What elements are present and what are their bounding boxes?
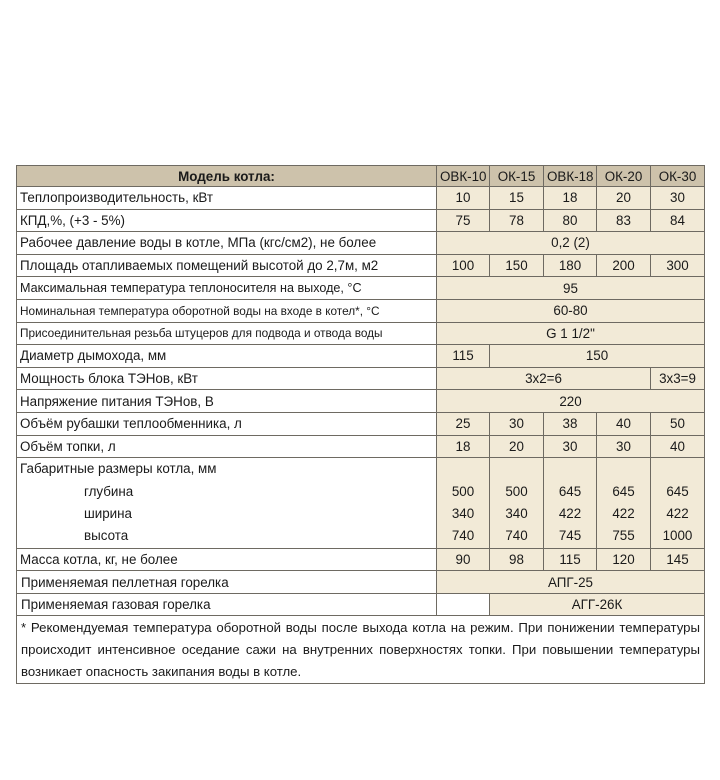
depth-label: глубина bbox=[84, 483, 134, 499]
value-cell: 50 bbox=[651, 412, 705, 435]
dimensions-cell bbox=[597, 458, 651, 549]
value-cell: 40 bbox=[597, 412, 651, 435]
gas-row bbox=[17, 593, 705, 616]
row-label: Диаметр дымохода, мм bbox=[17, 345, 437, 368]
pellet-row bbox=[17, 571, 705, 594]
row-label: Напряжение питания ТЭНов, В bbox=[17, 390, 437, 413]
value-cell: 220 bbox=[437, 390, 705, 413]
value-cell: 3х2=6 bbox=[437, 367, 651, 390]
area-row bbox=[17, 254, 705, 277]
empty-cell bbox=[437, 593, 490, 616]
row-label: Теплопроизводительность, кВт bbox=[17, 187, 437, 210]
value-cell: 30 bbox=[544, 435, 597, 458]
boiler-spec-table bbox=[16, 165, 705, 684]
value-cell: 100 bbox=[437, 254, 490, 277]
value-cell: 3х3=9 bbox=[651, 367, 705, 390]
value-cell: 150 bbox=[490, 345, 705, 368]
value-cell: 25 bbox=[437, 412, 490, 435]
value-cell: 90 bbox=[437, 548, 490, 571]
height-value: 1000 bbox=[662, 528, 693, 544]
width-value: 340 bbox=[451, 505, 475, 521]
chimney-row bbox=[17, 345, 705, 368]
value-cell: 30 bbox=[490, 412, 544, 435]
footnote: * Рекомендуемая температура оборотной воды после выхода котла на режим. При понижении температуры происходит интенсивное оседание сажи на внутренних поверхностях топки. При повышении температуры возникает опасность закипания воды в котле. bbox=[17, 616, 705, 684]
row-label: Габаритные размеры котла, мм bbox=[20, 461, 217, 477]
row-label: Номинальная температура оборотной воды на входе в котел*, °С bbox=[17, 299, 437, 322]
height-value: 740 bbox=[451, 528, 475, 544]
value-cell: 145 bbox=[651, 548, 705, 571]
model-header: ОК-30 bbox=[651, 166, 705, 187]
furnace-row bbox=[17, 435, 705, 458]
power-row bbox=[17, 187, 705, 210]
value-cell: 84 bbox=[651, 209, 705, 232]
dimensions-cell bbox=[437, 458, 490, 549]
dimensions-cell bbox=[651, 458, 705, 549]
value-cell: 30 bbox=[651, 187, 705, 210]
value-cell: 115 bbox=[437, 345, 490, 368]
voltage-row bbox=[17, 390, 705, 413]
thread-row bbox=[17, 322, 705, 345]
width-value: 340 bbox=[505, 505, 528, 521]
width-value: 422 bbox=[666, 505, 689, 521]
value-cell: АПГ-25 bbox=[437, 571, 705, 594]
value-cell: 15 bbox=[490, 187, 544, 210]
width-value: 422 bbox=[612, 505, 635, 521]
row-label: Объём топки, л bbox=[17, 435, 437, 458]
height-value: 745 bbox=[558, 528, 582, 544]
value-cell: 75 bbox=[437, 209, 490, 232]
value-cell: 98 bbox=[490, 548, 544, 571]
jacket-row bbox=[17, 412, 705, 435]
value-cell: 38 bbox=[544, 412, 597, 435]
heater-row bbox=[17, 367, 705, 390]
height-value: 755 bbox=[612, 528, 635, 544]
header-row bbox=[17, 166, 705, 187]
return-temp-row bbox=[17, 299, 705, 322]
model-header: ОК-20 bbox=[597, 166, 651, 187]
value-cell: АГГ-26К bbox=[490, 593, 705, 616]
depth-value: 500 bbox=[505, 483, 528, 499]
value-cell: 180 bbox=[544, 254, 597, 277]
value-cell: 78 bbox=[490, 209, 544, 232]
value-cell: 120 bbox=[597, 548, 651, 571]
value-cell: 18 bbox=[544, 187, 597, 210]
width-value: 422 bbox=[558, 505, 582, 521]
value-cell: 95 bbox=[437, 277, 705, 300]
row-label: Применяемая газовая горелка bbox=[17, 593, 437, 616]
value-cell: 20 bbox=[597, 187, 651, 210]
mass-row bbox=[17, 548, 705, 571]
model-header: ОВК-18 bbox=[544, 166, 597, 187]
depth-value: 645 bbox=[612, 483, 635, 499]
value-cell: 10 bbox=[437, 187, 490, 210]
row-label: Объём рубашки теплообменника, л bbox=[17, 412, 437, 435]
model-header: ОВК-10 bbox=[437, 166, 490, 187]
row-label: КПД,%, (+3 - 5%) bbox=[17, 209, 437, 232]
value-cell: 300 bbox=[651, 254, 705, 277]
value-cell: 83 bbox=[597, 209, 651, 232]
value-cell: 80 bbox=[544, 209, 597, 232]
row-label: Масса котла, кг, не более bbox=[17, 548, 437, 571]
max-temp-row bbox=[17, 277, 705, 300]
value-cell: 40 bbox=[651, 435, 705, 458]
width-label: ширина bbox=[84, 505, 132, 521]
value-cell: 200 bbox=[597, 254, 651, 277]
value-cell: 18 bbox=[437, 435, 490, 458]
model-header: ОК-15 bbox=[490, 166, 544, 187]
value-cell: 60-80 bbox=[437, 299, 705, 322]
pressure-row bbox=[17, 232, 705, 255]
depth-value: 500 bbox=[451, 483, 475, 499]
height-value: 740 bbox=[505, 528, 528, 544]
row-label: Присоединительная резьба штуцеров для подвода и отвода воды bbox=[17, 322, 437, 345]
depth-value: 645 bbox=[558, 483, 582, 499]
value-cell: 20 bbox=[490, 435, 544, 458]
dimensions-row bbox=[17, 458, 705, 549]
value-cell: 0,2 (2) bbox=[437, 232, 705, 255]
dimensions-cell bbox=[544, 458, 597, 549]
value-cell: G 1 1/2" bbox=[437, 322, 705, 345]
row-label: Рабочее давление воды в котле, МПа (кгс/см2), не более bbox=[17, 232, 437, 255]
value-cell: 30 bbox=[597, 435, 651, 458]
row-label: Мощность блока ТЭНов, кВт bbox=[17, 367, 437, 390]
row-label: Площадь отапливаемых помещений высотой до 2,7м, м2 bbox=[17, 254, 437, 277]
dimensions-cell bbox=[490, 458, 544, 549]
value-cell: 115 bbox=[544, 548, 597, 571]
footnote-row bbox=[17, 616, 705, 684]
dimensions-label-cell bbox=[17, 458, 437, 549]
row-label: Применяемая пеллетная горелка bbox=[17, 571, 437, 594]
height-label: высота bbox=[84, 528, 129, 544]
header-label: Модель котла: bbox=[17, 166, 437, 187]
value-cell: 150 bbox=[490, 254, 544, 277]
efficiency-row bbox=[17, 209, 705, 232]
row-label: Максимальная температура теплоносителя на выходе, °С bbox=[17, 277, 437, 300]
depth-value: 645 bbox=[666, 483, 689, 499]
